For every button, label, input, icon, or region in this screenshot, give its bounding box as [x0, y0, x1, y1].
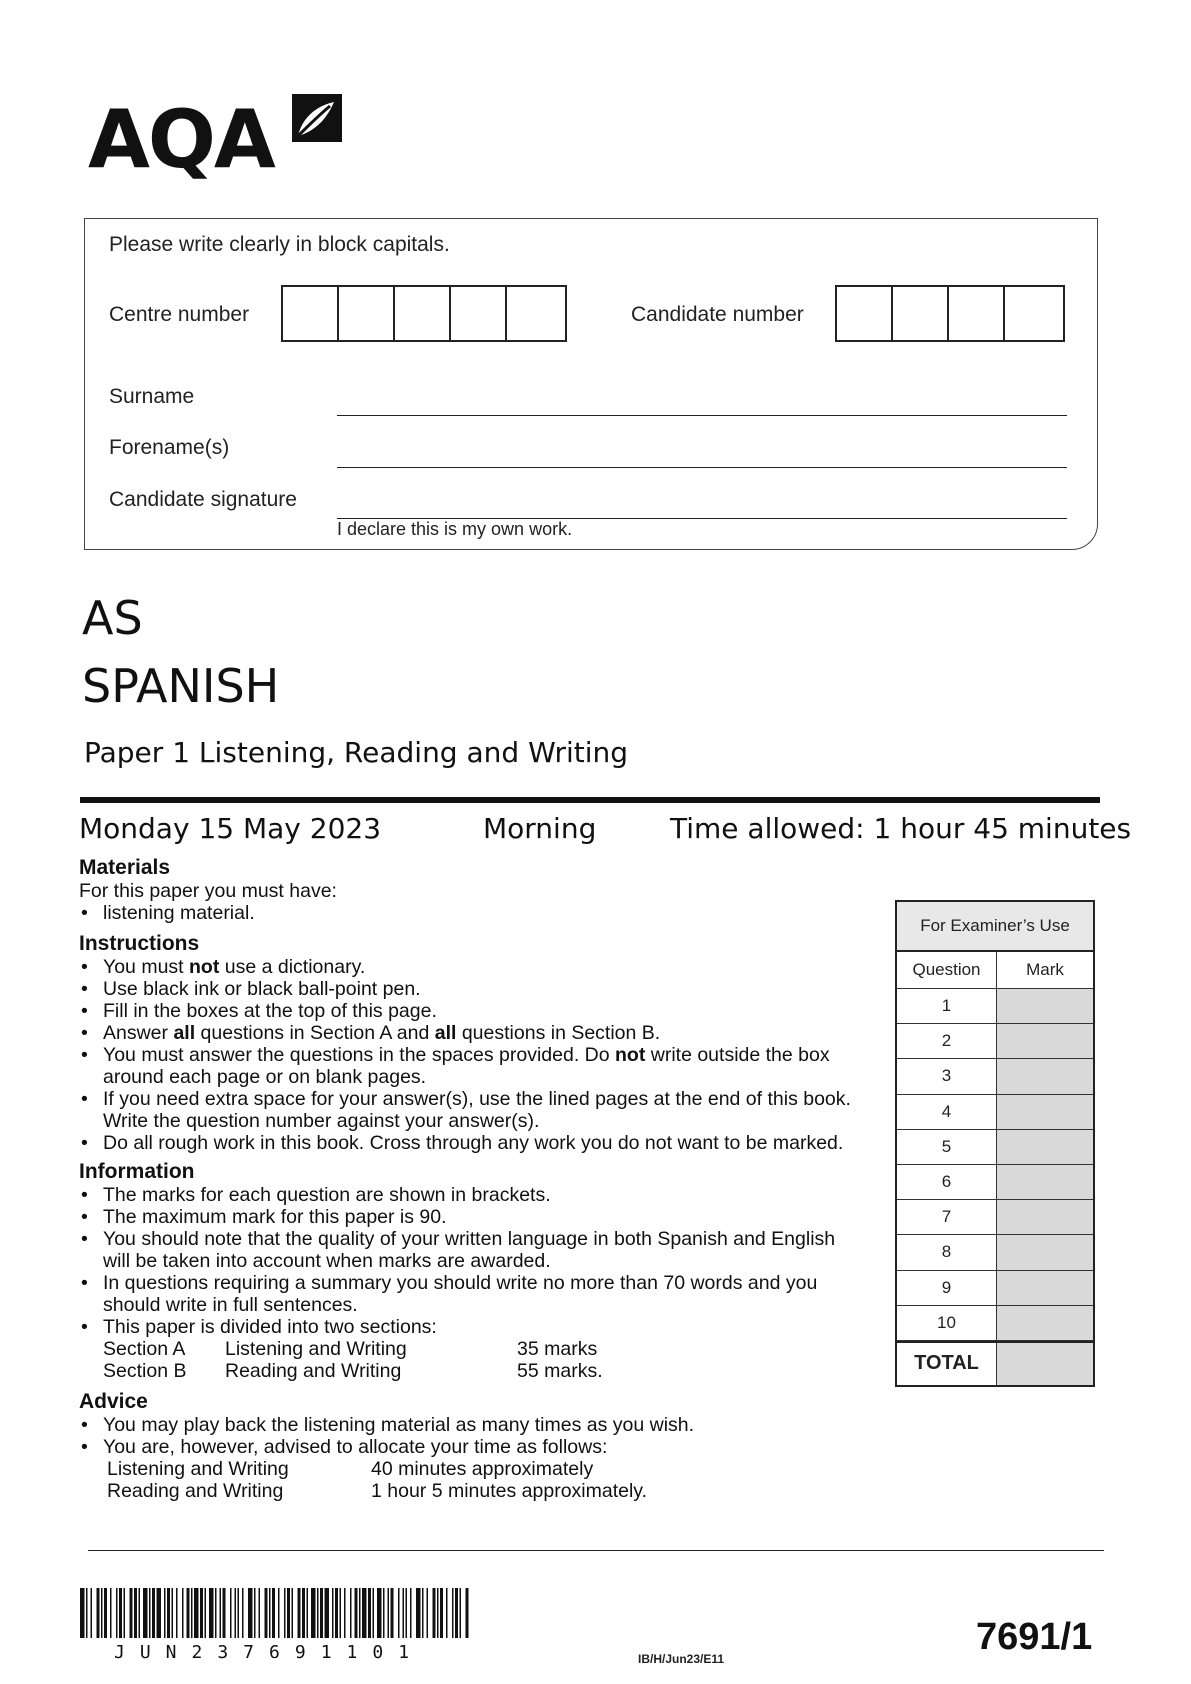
surname-line[interactable] [337, 415, 1067, 416]
instruction-item: • You must answer the questions in the spaces provided. Do not write outside the box around each page or on blank pages. [79, 1044, 859, 1088]
mark-cell [997, 1200, 1093, 1234]
examiner-use-table [895, 900, 1095, 1387]
information-item: • This paper is divided into two sections: [79, 1316, 859, 1338]
materials-section [79, 856, 859, 924]
paper-code: 7691/1 [976, 1616, 1093, 1658]
mark-cell [997, 1059, 1093, 1093]
candidate-details-box [84, 218, 1098, 550]
centre-number-label: Centre number [109, 303, 250, 326]
information-section [79, 1160, 859, 1382]
centre-number-boxes[interactable] [281, 285, 567, 342]
examiner-table-title: For Examiner’s Use [897, 902, 1093, 952]
candidate-number-digit[interactable] [893, 287, 949, 340]
candidate-number-digit[interactable] [949, 287, 1005, 340]
table-row [897, 1130, 1093, 1165]
information-item: • In questions requiring a summary you should write no more than 70 words and you should write in full sentences. [79, 1272, 859, 1316]
mark-cell [997, 1165, 1093, 1199]
section-b-row: Section B Reading and Writing 55 marks. [103, 1360, 603, 1382]
information-item: • The marks for each question are shown in brackets. [79, 1184, 859, 1206]
mark-cell [997, 1306, 1093, 1340]
question-number: 1 [897, 989, 997, 1023]
declaration-text: I declare this is my own work. [337, 519, 573, 539]
table-row [897, 1059, 1093, 1094]
question-number: 5 [897, 1130, 997, 1164]
information-heading: Information [79, 1160, 195, 1183]
mark-cell [997, 1024, 1093, 1058]
candidate-number-digit[interactable] [837, 287, 893, 340]
table-row [897, 1306, 1093, 1341]
instruction-item: • You must not use a dictionary. [79, 956, 859, 978]
table-row [897, 1095, 1093, 1130]
paper-title: Paper 1 Listening, Reading and Writing [84, 736, 629, 769]
question-number: 3 [897, 1059, 997, 1093]
materials-intro: For this paper you must have: [79, 880, 337, 902]
materials-heading: Materials [79, 856, 171, 879]
heavy-divider [80, 797, 1100, 803]
total-row [897, 1341, 1093, 1385]
forenames-line[interactable] [337, 467, 1067, 468]
exam-session: Morning [483, 812, 597, 845]
information-item: • You should note that the quality of your written language in both Spanish and English will be taken into account when marks are awarded. [79, 1228, 859, 1272]
subject-name: SPANISH [82, 659, 280, 713]
mark-cell [997, 1271, 1093, 1305]
time-allowed: Time allowed: 1 hour 45 minutes [670, 812, 1132, 845]
mark-cell [997, 1235, 1093, 1269]
aqa-logo [88, 92, 348, 184]
signature-label: Candidate signature [109, 488, 297, 511]
instructions-block [79, 856, 859, 1505]
centre-number-digit[interactable] [339, 287, 395, 340]
total-label: TOTAL [897, 1343, 997, 1385]
mark-header: Mark [997, 952, 1093, 988]
mark-cell [997, 989, 1093, 1023]
advice-item: • You are, however, advised to allocate your time as follows: [79, 1436, 859, 1458]
question-number: 6 [897, 1165, 997, 1199]
table-row [897, 1024, 1093, 1059]
instruction-item: • Do all rough work in this book. Cross through any work you do not want to be marked. [79, 1132, 859, 1154]
section-a-row: Section A Listening and Writing 35 marks [103, 1338, 598, 1360]
surname-label: Surname [109, 385, 195, 408]
timing-row: Reading and Writing 1 hour 5 minutes approximately. [107, 1480, 648, 1502]
question-number: 2 [897, 1024, 997, 1058]
barcode [80, 1588, 470, 1638]
centre-number-digit[interactable] [395, 287, 451, 340]
instruction-item: • Use black ink or black ball-point pen. [79, 978, 859, 1000]
advice-section [79, 1390, 859, 1502]
question-number: 9 [897, 1271, 997, 1305]
table-row [897, 1200, 1093, 1235]
information-item: • The maximum mark for this paper is 90. [79, 1206, 859, 1228]
advice-item: • You may play back the listening material as many times as you wish. [79, 1414, 859, 1436]
examiner-table-header [897, 952, 1093, 989]
materials-item: • listening material. [79, 902, 859, 924]
table-row [897, 1235, 1093, 1270]
instructions-section [79, 932, 859, 1154]
leaf-icon [288, 92, 344, 148]
exam-date: Monday 15 May 2023 [79, 812, 382, 845]
qualification-level: AS [82, 591, 143, 645]
question-number: 7 [897, 1200, 997, 1234]
paper-reference: IB/H/Jun23/E11 [638, 1652, 725, 1666]
question-number: 4 [897, 1095, 997, 1129]
block-capitals-instruction: Please write clearly in block capitals. [109, 233, 450, 256]
question-number: 8 [897, 1235, 997, 1269]
table-row [897, 989, 1093, 1024]
question-header: Question [897, 952, 997, 988]
logo-text: AQA [88, 93, 274, 186]
centre-number-digit[interactable] [451, 287, 507, 340]
instruction-item: • Answer all questions in Section A and all questions in Section B. [79, 1022, 859, 1044]
question-number: 10 [897, 1306, 997, 1340]
advice-heading: Advice [79, 1390, 148, 1413]
forenames-label: Forename(s) [109, 436, 230, 459]
footer-divider [88, 1550, 1104, 1551]
candidate-number-digit[interactable] [1005, 287, 1061, 340]
candidate-number-boxes[interactable] [835, 285, 1065, 342]
centre-number-digit[interactable] [507, 287, 563, 340]
instructions-heading: Instructions [79, 932, 200, 955]
table-row [897, 1165, 1093, 1200]
mark-cell [997, 1130, 1093, 1164]
table-row [897, 1271, 1093, 1306]
instruction-item: • If you need extra space for your answer(s), use the lined pages at the end of this book. Write the question number against your answer(s). [79, 1088, 859, 1132]
centre-number-digit[interactable] [283, 287, 339, 340]
barcode-text: JUN237691101 [114, 1642, 425, 1663]
total-mark-cell [997, 1343, 1093, 1385]
timing-row: Listening and Writing 40 minutes approximately [107, 1458, 594, 1480]
candidate-number-label: Candidate number [631, 303, 804, 326]
mark-cell [997, 1095, 1093, 1129]
instruction-item: • Fill in the boxes at the top of this page. [79, 1000, 859, 1022]
